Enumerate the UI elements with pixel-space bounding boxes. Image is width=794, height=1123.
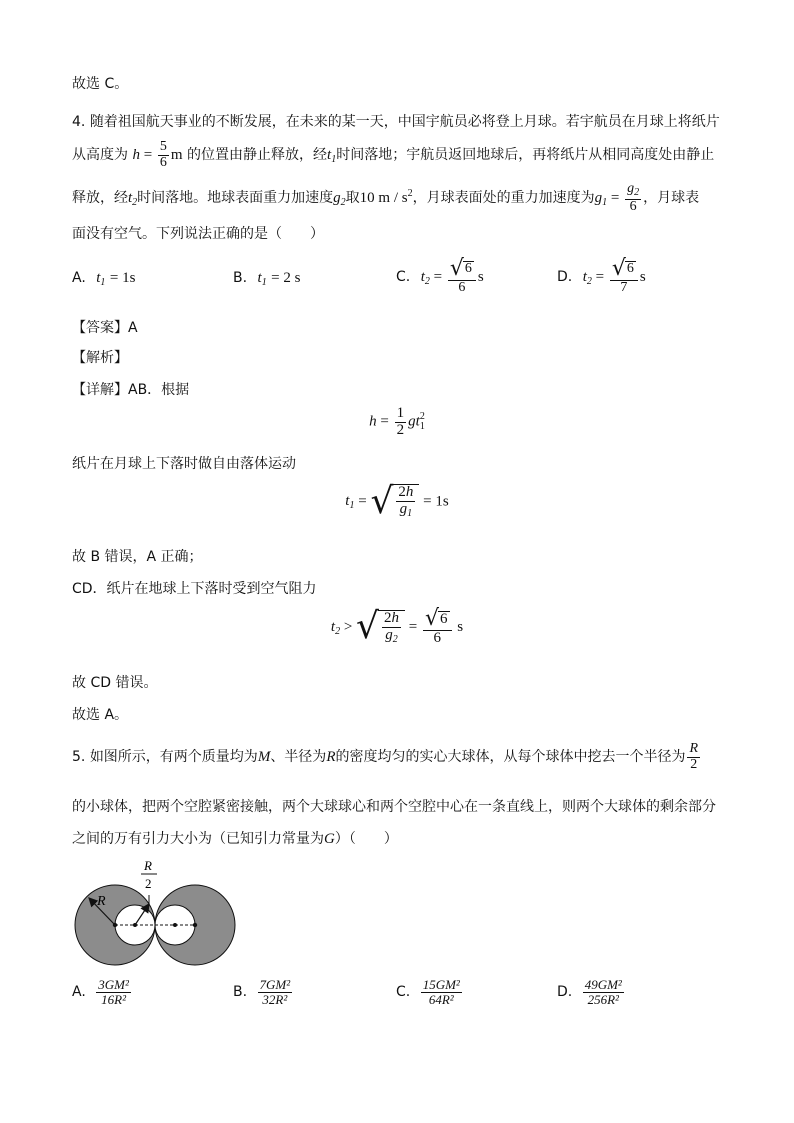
spheres-figure [70, 855, 245, 990]
q5-option-d[interactable]: D. $\frac{\text{49GM²}}{\text{256R²}}$ [557, 977, 622, 1007]
g-value: 10 m / $s^2$ [359, 188, 413, 207]
q4-option-a[interactable]: A. $t_1 = 1s$ [72, 270, 136, 288]
q4-line1: 4. 随着祖国航天事业的不断发展，在未来的某一天，中国宇航员必将登上月球。若宇航员在月球上将纸片 [72, 114, 720, 130]
q4-number: 4. [72, 114, 86, 130]
q4-line4: 面没有空气。下列说法正确的是（ ） [72, 226, 324, 242]
q5-r-half-fraction: $\frac{R}{2}$ [689, 741, 699, 772]
equation-t1: $t_1$ = √ $\frac{2h}{g_1}$ = 1s [345, 481, 449, 522]
q4-free-fall-text: 纸片在月球上下落时做自由落体运动 [72, 456, 296, 472]
q5-option-a[interactable]: A. $\frac{\text{3GM²}}{\text{16R²}}$ [72, 977, 129, 1007]
q5-option-c[interactable]: C. $\frac{\text{15GM²}}{\text{64R²}}$ [396, 977, 460, 1007]
fig-label-half-den: 2 [145, 876, 152, 891]
q4-final: 故选 A。 [72, 707, 129, 723]
q4-answer: 【答案】A [72, 320, 138, 336]
q4-option-d[interactable]: D. $t_2$ = √ 6 7 s [557, 256, 646, 295]
q4-option-b[interactable]: B. $t_1 = 2$ s [233, 270, 301, 288]
prev-conclusion: 故选 C。 [72, 76, 129, 92]
fig-label-half-num: R [144, 858, 152, 873]
q5-line3: 之间的万有引力大小为（已知引力常量为G）（ ） [72, 831, 398, 847]
q4-conclusion-ab: 故 B 错误，A 正确； [72, 549, 203, 565]
q4-detail: 【详解】AB．根据 [72, 382, 190, 398]
q4-line3: 释放，经$t_2$时间落地。地球表面重力加速度$g_2$取10 m / $s^2$，月球表面处的重力加速度为$g_1$ = $\frac{g_2}{6}$ ，月球表 [72, 181, 700, 214]
equation-t2: $t_2$ > √ $\frac{2h}{g_2}$ = √ 6 6 s [330, 606, 464, 648]
q4-h-fraction: $\frac{5}{6}$ [159, 139, 167, 170]
q5-line2: 的小球体，把两个空腔紧密接触，两个大球球心和两个空腔中心在一条直线上，则两个大球体的剩余部分 [72, 799, 716, 815]
g1-fraction: $\frac{g_2}{6}$ [627, 181, 640, 214]
q4-conclusion-cd: 故 CD 错误。 [72, 675, 158, 691]
q5-line1: 5. 如图所示，有两个质量均为M、半径为R的密度均匀的实心大球体，从每个球体中挖去一个半径为 $\frac{R}{2}$ [72, 741, 699, 772]
q4-cd-text: CD．纸片在地球上下落时受到空气阻力 [72, 581, 317, 597]
q5-number: 5. [72, 749, 86, 766]
q4-option-c[interactable]: C. $t_2$ = √ 6 6 s [396, 256, 484, 295]
equation-free-fall: h = $\frac{1}{2}$ gt 2 1 [369, 405, 425, 438]
q4-analysis: 【解析】 [72, 350, 128, 366]
q4-line2: 从高度为 h = $\frac{5}{6}$ m 的位置由静止释放，经$t_1$时间落地；宇航员返回地球后，再将纸片从相同高度处由静止 [72, 139, 715, 170]
q5-option-b[interactable]: B. $\frac{\text{7GM²}}{\text{32R²}}$ [233, 977, 291, 1007]
fig-label-r: R [97, 894, 106, 909]
